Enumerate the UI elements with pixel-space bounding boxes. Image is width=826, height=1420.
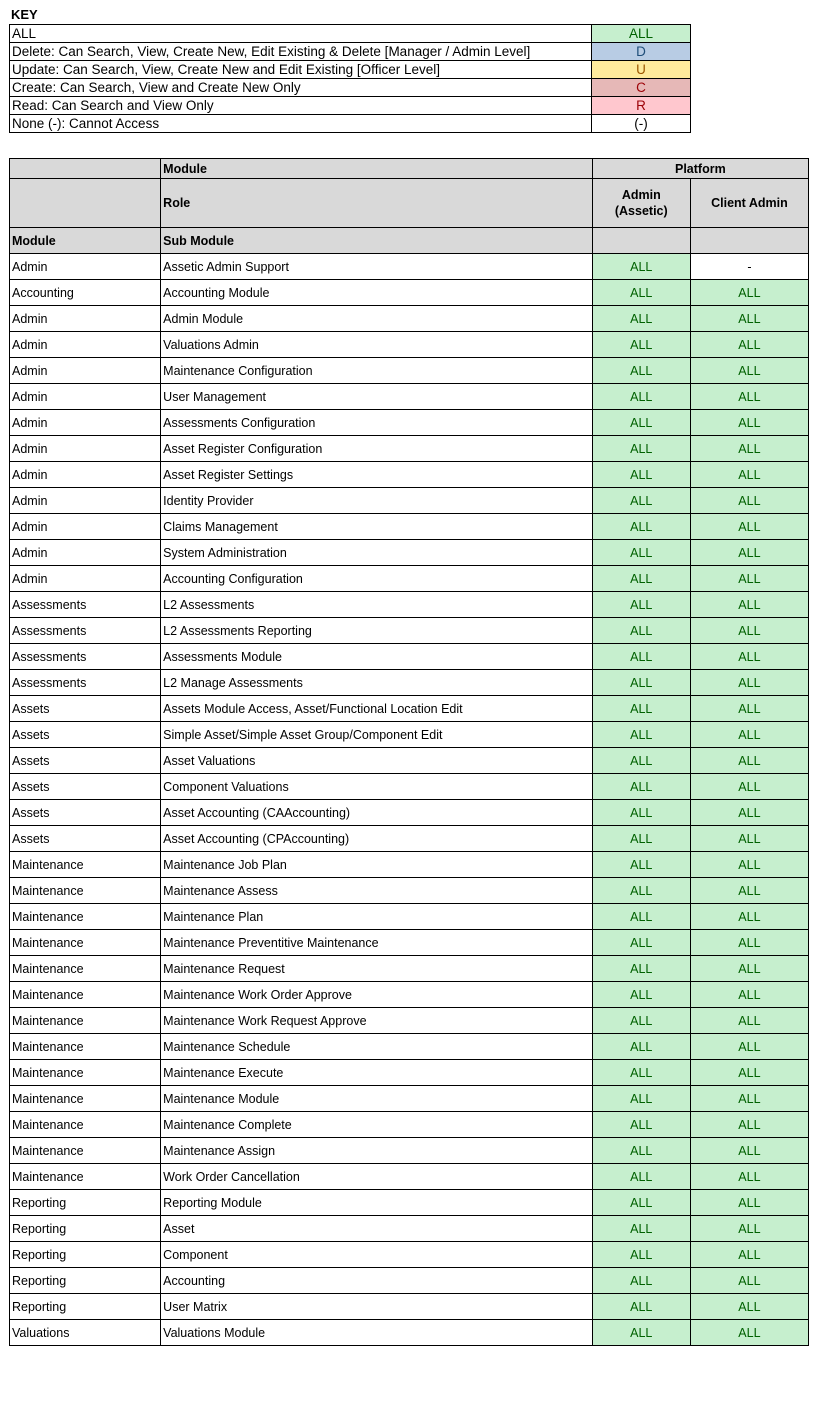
cell-sub-module: L2 Manage Assessments <box>161 670 593 696</box>
table-row <box>10 800 809 826</box>
cell-module: Maintenance <box>10 1164 161 1190</box>
cell-client-admin-access: ALL <box>690 956 808 982</box>
cell-sub-module: Maintenance Assess <box>161 878 593 904</box>
cell-module: Maintenance <box>10 1008 161 1034</box>
cell-client-admin-access: ALL <box>690 280 808 306</box>
cell-admin-access: ALL <box>592 722 690 748</box>
cell-admin-access: ALL <box>592 644 690 670</box>
cell-admin-access: ALL <box>592 384 690 410</box>
table-row <box>10 410 809 436</box>
cell-sub-module: Maintenance Work Order Approve <box>161 982 593 1008</box>
cell-admin-access: ALL <box>592 254 690 280</box>
cell-module: Maintenance <box>10 982 161 1008</box>
cell-sub-module: Identity Provider <box>161 488 593 514</box>
cell-sub-module: Valuations Admin <box>161 332 593 358</box>
key-label: Delete: Can Search, View, Create New, Edit Existing & Delete [Manager / Admin Level] <box>10 43 592 61</box>
cell-client-admin-access: ALL <box>690 488 808 514</box>
key-code: R <box>592 97 691 115</box>
cell-client-admin-access: ALL <box>690 462 808 488</box>
key-row <box>10 61 691 79</box>
header-blank <box>690 228 808 254</box>
key-label: None (-): Cannot Access <box>10 115 592 133</box>
key-code: (-) <box>592 115 691 133</box>
table-row <box>10 1164 809 1190</box>
cell-sub-module: Maintenance Execute <box>161 1060 593 1086</box>
cell-client-admin-access: ALL <box>690 774 808 800</box>
cell-module: Reporting <box>10 1268 161 1294</box>
cell-module: Maintenance <box>10 930 161 956</box>
cell-admin-access: ALL <box>592 982 690 1008</box>
cell-sub-module: Asset Register Configuration <box>161 436 593 462</box>
cell-admin-access: ALL <box>592 956 690 982</box>
key-code: ALL <box>592 25 691 43</box>
cell-module: Maintenance <box>10 878 161 904</box>
cell-module: Assessments <box>10 644 161 670</box>
cell-sub-module: Maintenance Module <box>161 1086 593 1112</box>
cell-admin-access: ALL <box>592 306 690 332</box>
cell-module: Admin <box>10 514 161 540</box>
header-module-label: Module <box>161 159 593 179</box>
table-row <box>10 774 809 800</box>
table-row <box>10 1190 809 1216</box>
header-role-label: Role <box>161 179 593 228</box>
table-row <box>10 358 809 384</box>
cell-sub-module: Maintenance Plan <box>161 904 593 930</box>
cell-sub-module: Assessments Configuration <box>161 410 593 436</box>
cell-admin-access: ALL <box>592 1034 690 1060</box>
column-header-client-admin: Client Admin <box>690 179 808 228</box>
cell-module: Admin <box>10 540 161 566</box>
cell-admin-access: ALL <box>592 1086 690 1112</box>
cell-admin-access: ALL <box>592 592 690 618</box>
table-row <box>10 1034 809 1060</box>
table-row <box>10 332 809 358</box>
cell-admin-access: ALL <box>592 670 690 696</box>
table-row <box>10 1138 809 1164</box>
cell-client-admin-access: ALL <box>690 358 808 384</box>
cell-sub-module: Asset Accounting (CPAccounting) <box>161 826 593 852</box>
cell-admin-access: ALL <box>592 566 690 592</box>
cell-module: Assessments <box>10 618 161 644</box>
table-row <box>10 436 809 462</box>
cell-client-admin-access: ALL <box>690 1294 808 1320</box>
key-label: Read: Can Search and View Only <box>10 97 592 115</box>
cell-client-admin-access: ALL <box>690 514 808 540</box>
cell-module: Maintenance <box>10 956 161 982</box>
table-row <box>10 1112 809 1138</box>
cell-module: Admin <box>10 462 161 488</box>
cell-client-admin-access: ALL <box>690 1060 808 1086</box>
cell-admin-access: ALL <box>592 1138 690 1164</box>
cell-sub-module: Asset <box>161 1216 593 1242</box>
cell-sub-module: Asset Register Settings <box>161 462 593 488</box>
key-row <box>10 25 691 43</box>
cell-sub-module: Asset Valuations <box>161 748 593 774</box>
key-row <box>10 97 691 115</box>
cell-admin-access: ALL <box>592 540 690 566</box>
cell-sub-module: Simple Asset/Simple Asset Group/Component Edit <box>161 722 593 748</box>
table-row <box>10 462 809 488</box>
table-row <box>10 1320 809 1346</box>
table-row <box>10 540 809 566</box>
cell-admin-access: ALL <box>592 1112 690 1138</box>
cell-sub-module: System Administration <box>161 540 593 566</box>
cell-admin-access: ALL <box>592 436 690 462</box>
table-row <box>10 488 809 514</box>
cell-admin-access: ALL <box>592 488 690 514</box>
cell-admin-access: ALL <box>592 280 690 306</box>
table-row <box>10 748 809 774</box>
cell-module: Maintenance <box>10 1086 161 1112</box>
table-row <box>10 592 809 618</box>
cell-sub-module: Maintenance Configuration <box>161 358 593 384</box>
cell-client-admin-access: ALL <box>690 1216 808 1242</box>
cell-client-admin-access: ALL <box>690 878 808 904</box>
cell-admin-access: ALL <box>592 410 690 436</box>
cell-module: Assets <box>10 748 161 774</box>
cell-client-admin-access: ALL <box>690 800 808 826</box>
cell-module: Admin <box>10 306 161 332</box>
key-title: KEY <box>11 7 38 22</box>
column-header-module: Module <box>10 228 161 254</box>
cell-sub-module: Reporting Module <box>161 1190 593 1216</box>
column-header-sub-module: Sub Module <box>161 228 593 254</box>
cell-module: Maintenance <box>10 852 161 878</box>
cell-client-admin-access: ALL <box>690 904 808 930</box>
cell-sub-module: User Matrix <box>161 1294 593 1320</box>
cell-client-admin-access: ALL <box>690 1138 808 1164</box>
table-row <box>10 566 809 592</box>
table-row <box>10 1216 809 1242</box>
cell-module: Maintenance <box>10 1138 161 1164</box>
cell-client-admin-access: ALL <box>690 1190 808 1216</box>
cell-module: Assets <box>10 722 161 748</box>
cell-module: Accounting <box>10 280 161 306</box>
cell-client-admin-access: ALL <box>690 670 808 696</box>
key-code: U <box>592 61 691 79</box>
cell-client-admin-access: ALL <box>690 306 808 332</box>
table-row <box>10 280 809 306</box>
cell-module: Admin <box>10 488 161 514</box>
cell-admin-access: ALL <box>592 1242 690 1268</box>
cell-module: Admin <box>10 332 161 358</box>
cell-client-admin-access: ALL <box>690 1086 808 1112</box>
cell-sub-module: Maintenance Preventitive Maintenance <box>161 930 593 956</box>
cell-client-admin-access: ALL <box>690 1320 808 1346</box>
cell-admin-access: ALL <box>592 1190 690 1216</box>
cell-client-admin-access: ALL <box>690 566 808 592</box>
cell-client-admin-access: ALL <box>690 930 808 956</box>
cell-admin-access: ALL <box>592 826 690 852</box>
key-label: Create: Can Search, View and Create New Only <box>10 79 592 97</box>
cell-sub-module: Component <box>161 1242 593 1268</box>
cell-admin-access: ALL <box>592 358 690 384</box>
table-row <box>10 696 809 722</box>
key-code: C <box>592 79 691 97</box>
table-row <box>10 644 809 670</box>
cell-client-admin-access: ALL <box>690 1164 808 1190</box>
cell-sub-module: Claims Management <box>161 514 593 540</box>
cell-module: Assessments <box>10 670 161 696</box>
cell-sub-module: Assetic Admin Support <box>161 254 593 280</box>
cell-client-admin-access: ALL <box>690 384 808 410</box>
cell-admin-access: ALL <box>592 1008 690 1034</box>
cell-admin-access: ALL <box>592 1320 690 1346</box>
cell-module: Assessments <box>10 592 161 618</box>
key-label: ALL <box>10 25 592 43</box>
cell-client-admin-access: ALL <box>690 1034 808 1060</box>
cell-sub-module: Assessments Module <box>161 644 593 670</box>
cell-admin-access: ALL <box>592 514 690 540</box>
cell-module: Assets <box>10 826 161 852</box>
cell-admin-access: ALL <box>592 774 690 800</box>
cell-sub-module: Assets Module Access, Asset/Functional Location Edit <box>161 696 593 722</box>
table-row <box>10 514 809 540</box>
cell-sub-module: User Management <box>161 384 593 410</box>
cell-module: Maintenance <box>10 1034 161 1060</box>
table-row <box>10 826 809 852</box>
table-row <box>10 904 809 930</box>
cell-sub-module: Maintenance Complete <box>161 1112 593 1138</box>
table-row <box>10 852 809 878</box>
cell-admin-access: ALL <box>592 748 690 774</box>
cell-client-admin-access: ALL <box>690 332 808 358</box>
cell-sub-module: L2 Assessments <box>161 592 593 618</box>
table-row <box>10 878 809 904</box>
table-row <box>10 254 809 280</box>
cell-admin-access: ALL <box>592 1294 690 1320</box>
cell-admin-access: ALL <box>592 852 690 878</box>
cell-admin-access: ALL <box>592 1268 690 1294</box>
cell-client-admin-access: ALL <box>690 852 808 878</box>
cell-module: Admin <box>10 410 161 436</box>
cell-sub-module: Asset Accounting (CAAccounting) <box>161 800 593 826</box>
cell-sub-module: Maintenance Job Plan <box>161 852 593 878</box>
cell-sub-module: Component Valuations <box>161 774 593 800</box>
cell-client-admin-access: ALL <box>690 436 808 462</box>
cell-admin-access: ALL <box>592 904 690 930</box>
table-row <box>10 618 809 644</box>
table-row <box>10 1294 809 1320</box>
cell-admin-access: ALL <box>592 696 690 722</box>
cell-admin-access: ALL <box>592 332 690 358</box>
cell-client-admin-access: ALL <box>690 748 808 774</box>
cell-client-admin-access: ALL <box>690 982 808 1008</box>
cell-admin-access: ALL <box>592 878 690 904</box>
table-row <box>10 722 809 748</box>
table-row <box>10 306 809 332</box>
header-platform-label: Platform <box>592 159 808 179</box>
cell-module: Valuations <box>10 1320 161 1346</box>
key-row <box>10 115 691 133</box>
key-label: Update: Can Search, View, Create New and Edit Existing [Officer Level] <box>10 61 592 79</box>
table-row <box>10 956 809 982</box>
cell-sub-module: Accounting Module <box>161 280 593 306</box>
cell-module: Assets <box>10 696 161 722</box>
cell-admin-access: ALL <box>592 930 690 956</box>
table-row <box>10 930 809 956</box>
access-matrix-table <box>9 158 809 1346</box>
cell-sub-module: Maintenance Request <box>161 956 593 982</box>
cell-admin-access: ALL <box>592 800 690 826</box>
cell-module: Maintenance <box>10 1060 161 1086</box>
table-row <box>10 1008 809 1034</box>
cell-module: Assets <box>10 774 161 800</box>
cell-client-admin-access: ALL <box>690 618 808 644</box>
cell-client-admin-access: ALL <box>690 1008 808 1034</box>
cell-module: Reporting <box>10 1216 161 1242</box>
table-row <box>10 1242 809 1268</box>
cell-sub-module: Accounting Configuration <box>161 566 593 592</box>
table-row <box>10 1086 809 1112</box>
cell-module: Admin <box>10 384 161 410</box>
cell-admin-access: ALL <box>592 1216 690 1242</box>
cell-client-admin-access: ALL <box>690 1268 808 1294</box>
cell-client-admin-access: ALL <box>690 592 808 618</box>
cell-client-admin-access: ALL <box>690 722 808 748</box>
table-row <box>10 1060 809 1086</box>
key-code: D <box>592 43 691 61</box>
cell-client-admin-access: ALL <box>690 644 808 670</box>
key-row <box>10 43 691 61</box>
cell-module: Maintenance <box>10 1112 161 1138</box>
header-blank <box>592 228 690 254</box>
header-blank <box>10 179 161 228</box>
cell-module: Reporting <box>10 1242 161 1268</box>
cell-client-admin-access: ALL <box>690 540 808 566</box>
cell-client-admin-access: ALL <box>690 696 808 722</box>
cell-module: Maintenance <box>10 904 161 930</box>
cell-sub-module: Valuations Module <box>161 1320 593 1346</box>
cell-sub-module: Accounting <box>161 1268 593 1294</box>
key-row <box>10 79 691 97</box>
cell-sub-module: L2 Assessments Reporting <box>161 618 593 644</box>
cell-client-admin-access: - <box>690 254 808 280</box>
cell-module: Admin <box>10 358 161 384</box>
cell-sub-module: Maintenance Work Request Approve <box>161 1008 593 1034</box>
cell-client-admin-access: ALL <box>690 826 808 852</box>
key-table <box>9 24 691 133</box>
cell-admin-access: ALL <box>592 1060 690 1086</box>
table-row <box>10 1268 809 1294</box>
cell-sub-module: Work Order Cancellation <box>161 1164 593 1190</box>
cell-module: Assets <box>10 800 161 826</box>
cell-module: Reporting <box>10 1294 161 1320</box>
cell-client-admin-access: ALL <box>690 1242 808 1268</box>
cell-sub-module: Admin Module <box>161 306 593 332</box>
cell-admin-access: ALL <box>592 1164 690 1190</box>
cell-client-admin-access: ALL <box>690 410 808 436</box>
cell-sub-module: Maintenance Schedule <box>161 1034 593 1060</box>
cell-module: Reporting <box>10 1190 161 1216</box>
table-row <box>10 982 809 1008</box>
cell-sub-module: Maintenance Assign <box>161 1138 593 1164</box>
cell-admin-access: ALL <box>592 618 690 644</box>
column-header-admin: Admin (Assetic) <box>592 179 690 228</box>
header-blank <box>10 159 161 179</box>
table-row <box>10 384 809 410</box>
cell-module: Admin <box>10 566 161 592</box>
cell-module: Admin <box>10 436 161 462</box>
cell-admin-access: ALL <box>592 462 690 488</box>
cell-module: Admin <box>10 254 161 280</box>
cell-client-admin-access: ALL <box>690 1112 808 1138</box>
table-row <box>10 670 809 696</box>
